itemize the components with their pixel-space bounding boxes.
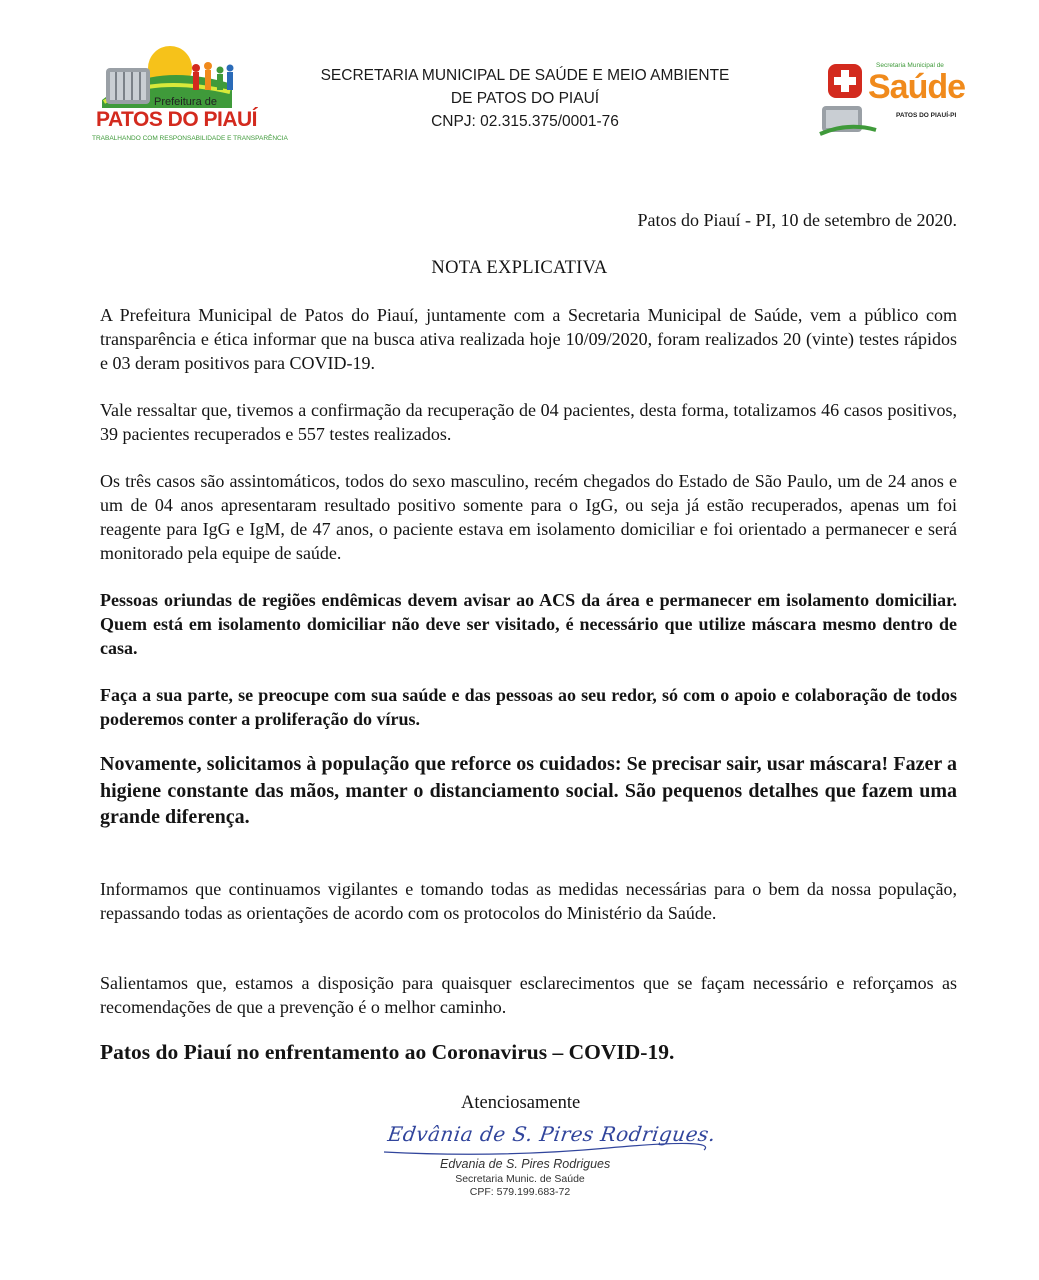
letterhead-cnpj: CNPJ: 02.315.375/0001-76	[431, 113, 619, 130]
paragraph-6-reminder: Novamente, solicitamos à população que reforce os cuidados: Se precisar sair, usar máscara! Fazer a higiene constante das mãos, manter o distanciamento social. São pequenos detalhes que fazem uma grande diferença.	[100, 753, 957, 828]
date-line: Patos do Piauí - PI, 10 de setembro de 2020.	[637, 210, 957, 230]
signatory-role: Secretaria Munic. de Saúde	[455, 1173, 585, 1185]
logo-right-big-text: Saúde	[868, 68, 966, 106]
saude-logo	[818, 60, 966, 140]
closing: Atenciosamente	[461, 1093, 581, 1113]
paragraph-4-warning: Pessoas oriundas de regiões endêmicas devem avisar ao ACS da área e permanecer em isolamento domiciliar. Quem está em isolamento domiciliar não deve ser visitado, é necessário que utilize máscara mesmo dentro de casa.	[100, 590, 957, 658]
prefeitura-logo	[92, 38, 288, 148]
signature-stamp	[440, 1156, 611, 1199]
paragraph-2: Vale ressaltar que, tivemos a confirmação da recuperação de 04 pacientes, desta forma, totalizamos 46 casos positivos, 39 pacientes recuperados e 557 testes realizados.	[100, 400, 957, 444]
handwritten-signature: Edvânia de S. Pires Rodrigues.	[386, 1122, 718, 1146]
signatory-name: Edvania de S. Pires Rodrigues	[440, 1157, 611, 1171]
logo-right-small-text: Secretaria Municipal de	[876, 62, 944, 69]
slogan: Patos do Piauí no enfrentamento ao Coronavirus – COVID-19.	[100, 1040, 675, 1064]
letterhead-line-1: SECRETARIA MUNICIPAL DE SAÚDE E MEIO AMBIENTE	[320, 67, 730, 84]
letterhead-line-2: DE PATOS DO PIAUÍ	[450, 90, 600, 107]
logo-left-small-text: Prefeitura de	[154, 96, 217, 108]
paragraph-5-appeal: Faça a sua parte, se preocupe com sua saúde e das pessoas ao seu redor, só com o apoio e colaboração de todos poderemos conter a proliferação do vírus.	[100, 685, 957, 729]
logo-right-sub-text: PATOS DO PIAUÍ-PI	[896, 112, 957, 119]
paragraph-8: Salientamos que, estamos a disposição para quaisquer esclarecimentos que se façam necessário e reforçamos as recomendações de que a prevenção é o melhor caminho.	[100, 973, 957, 1017]
logo-left-tagline: TRABALHANDO COM RESPONSABILIDADE E TRANSPARÊNCIA	[92, 135, 288, 142]
signatory-cpf: CPF: 579.199.683-72	[469, 1186, 571, 1198]
page-title: NOTA EXPLICATIVA	[431, 258, 608, 278]
letterhead	[280, 64, 770, 133]
paragraph-1: A Prefeitura Municipal de Patos do Piauí, juntamente com a Secretaria Municipal de Saúde, vem a público com transparência e ética informar que na busca ativa realizada hoje 10/09/2020, foram realizados 20 (vinte) testes rápidos e 03 deram positivos para COVID-19.	[100, 305, 957, 373]
paragraph-7: Informamos que continuamos vigilantes e tomando todas as medidas necessárias para o bem da nossa população, repassando todas as orientações de acordo com os protocolos do Ministério da Saúde.	[100, 879, 957, 923]
logo-left-big-text: PATOS DO PIAUÍ	[96, 108, 258, 131]
paragraph-3: Os três casos são assintomáticos, todos do sexo masculino, recém chegados do Estado de São Paulo, um de 24 anos e um de 04 anos apresentaram resultado positivo somente para o IgG, ou seja já estão recuperados, apenas um foi reagente para IgG e IgM, de 47 anos, o paciente estava em isolamento domiciliar e foi orientado a permanecer e será monitorado pela equipe de saúde.	[100, 471, 957, 563]
